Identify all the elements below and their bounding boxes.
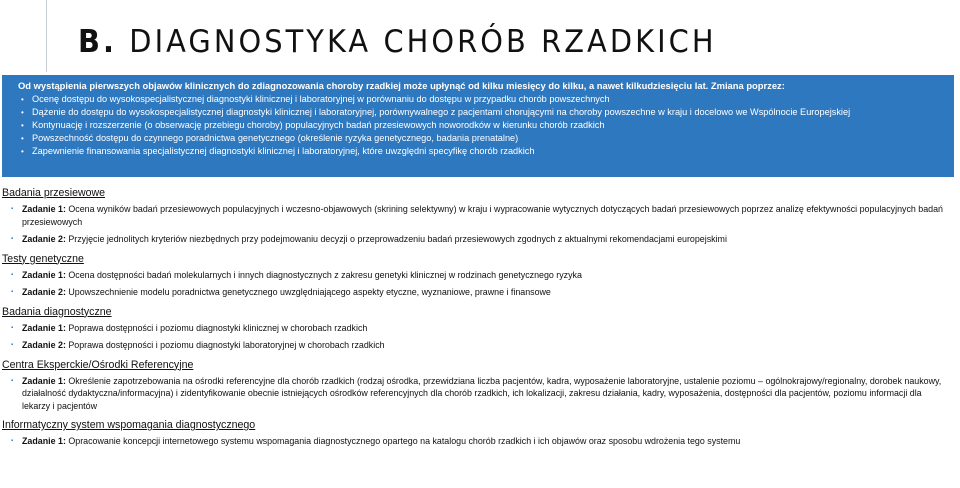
- title-divider-line: [46, 0, 47, 72]
- section-title: Testy genetyczne: [2, 252, 84, 265]
- task-list: [2, 269, 952, 299]
- task-item: [2, 203, 952, 228]
- banner-item: • Dążenie do dostępu do wysokospecjalistycznej diagnostyki klinicznej i laboratoryjnej, porównywalnego z pacjentami chorującymi na choroby powszechne w kraju i docelowo we Wspólnocie Europejskiej: [18, 106, 950, 119]
- banner-item: • Kontynuację i rozszerzenie (o obserwację przebiegu choroby) populacyjnych badań przesiewowych noworodków w kierunku chorób rzadkich: [18, 119, 950, 132]
- intro-banner: [2, 75, 954, 177]
- task-item: [2, 435, 952, 448]
- task-text: Ocena wyników badań przesiewowych populacyjnych i wczesno-objawowych (skrining selektywny) w kraju i wypracowanie wytycznych dotyczących badań przesiewowych poprzez analizę efektywności populacyjnych badań przesiewowych: [22, 204, 943, 227]
- page-title: [78, 24, 717, 60]
- task-label: Zadanie 2:: [22, 234, 66, 244]
- task-item: [2, 375, 952, 413]
- task-text: Upowszechnienie modelu poradnictwa genetycznego uwzględniającego aspekty etyczne, wyznaniowe, prawne i finansowe: [65, 287, 551, 297]
- task-item: [2, 233, 952, 246]
- section-expert-centers: [2, 358, 952, 413]
- task-list: [2, 375, 952, 413]
- task-text: Poprawa dostępności i poziomu diagnostyki klinicznej w chorobach rzadkich: [65, 322, 368, 333]
- task-list: [2, 435, 952, 448]
- title-text: DIAGNOSTYKA CHORÓB RZADKICH: [129, 24, 717, 60]
- task-text: Przyjęcie jednolitych kryteriów niezbędnych przy podejmowaniu decyzji o przeprowadzeniu badań przesiewowych zgodnych z aktualnymi rekomendacjami europejskimi: [65, 234, 727, 244]
- task-label: Zadanie 1:: [22, 436, 66, 446]
- task-list: [2, 322, 952, 352]
- task-label: Zadanie 1:: [22, 322, 66, 333]
- section-title: Badania diagnostyczne: [2, 305, 112, 318]
- section-screening: [2, 186, 952, 246]
- task-label: Zadanie 2:: [22, 287, 66, 297]
- section-title: Badania przesiewowe: [2, 187, 106, 199]
- banner-lead: Od wystąpienia pierwszych objawów klinicznych do zdiagnozowania choroby rzadkiej może upłynąć od kilku miesięcy do kilku, a nawet kilkudziesięciu lat. Zmiana poprzez:: [18, 80, 785, 91]
- task-item: [2, 322, 952, 335]
- task-text: Ocena dostępności badań molekularnych i innych diagnostycznych z zakresu genetyki klinicznej w rodzinach genetycznego ryzyka: [65, 269, 582, 280]
- task-list: [2, 203, 952, 246]
- section-genetic-tests: [2, 252, 952, 299]
- task-label: Zadanie 1:: [22, 204, 66, 214]
- title-letter: B.: [78, 24, 118, 60]
- task-label: Zadanie 1:: [22, 375, 66, 386]
- task-text: Określenie zapotrzebowania na ośrodki referencyjne dla chorób rzadkich (rodzaj ośrodka, przewidziana liczba pacjentów, kadra, wyposażenie laboratoryjne, ustalenie poziomu – ogólnokrajowy/regionalny, dorobek naukowy, działalność dydaktyczna/informacyjna) i zidentyfikowanie obecnie istniejących ośrodków referencyjnych dla chorób rzadkich, ich lokalizacji, zakresu działania, kadry, wyposażenia, dostępności dla pacjentów, poziomu informacji dla lekarzy i pacjentów: [22, 375, 942, 411]
- banner-item: • Ocenę dostępu do wysokospecjalistycznej diagnostyki klinicznej i laboratoryjnej w porównaniu do dostępu w przypadku chorób powszechnych: [18, 93, 950, 106]
- task-text: Opracowanie koncepcji internetowego systemu wspomagania diagnostycznego opartego na katalogu chorób rzadkich i ich objawów oraz sposobu wdrożenia tego systemu: [65, 436, 741, 446]
- task-label: Zadanie 2:: [22, 340, 66, 350]
- section-it-system: [2, 418, 952, 448]
- banner-item: • Zapewnienie finansowania specjalistycznej diagnostyki klinicznej i laboratoryjnej, które uwzględni specyfikę chorób rzadkich: [18, 145, 950, 158]
- sections-content: [2, 186, 952, 454]
- task-text: Poprawa dostępności i poziomu diagnostyki laboratoryjnej w chorobach rzadkich: [65, 340, 385, 350]
- task-item: [2, 269, 952, 282]
- banner-list: [18, 93, 950, 158]
- task-label: Zadanie 1:: [22, 269, 66, 280]
- task-item: [2, 286, 952, 299]
- banner-item: • Powszechność dostępu do czynnego poradnictwa genetycznego (określenie ryzyka genetycznego, badania prenatalne): [18, 132, 950, 145]
- task-item: [2, 339, 952, 352]
- section-title: Centra Eksperckie/Ośrodki Referencyjne: [2, 358, 194, 371]
- section-title: Informatyczny system wspomagania diagnostycznego: [2, 419, 256, 431]
- section-diagnostics: [2, 305, 952, 352]
